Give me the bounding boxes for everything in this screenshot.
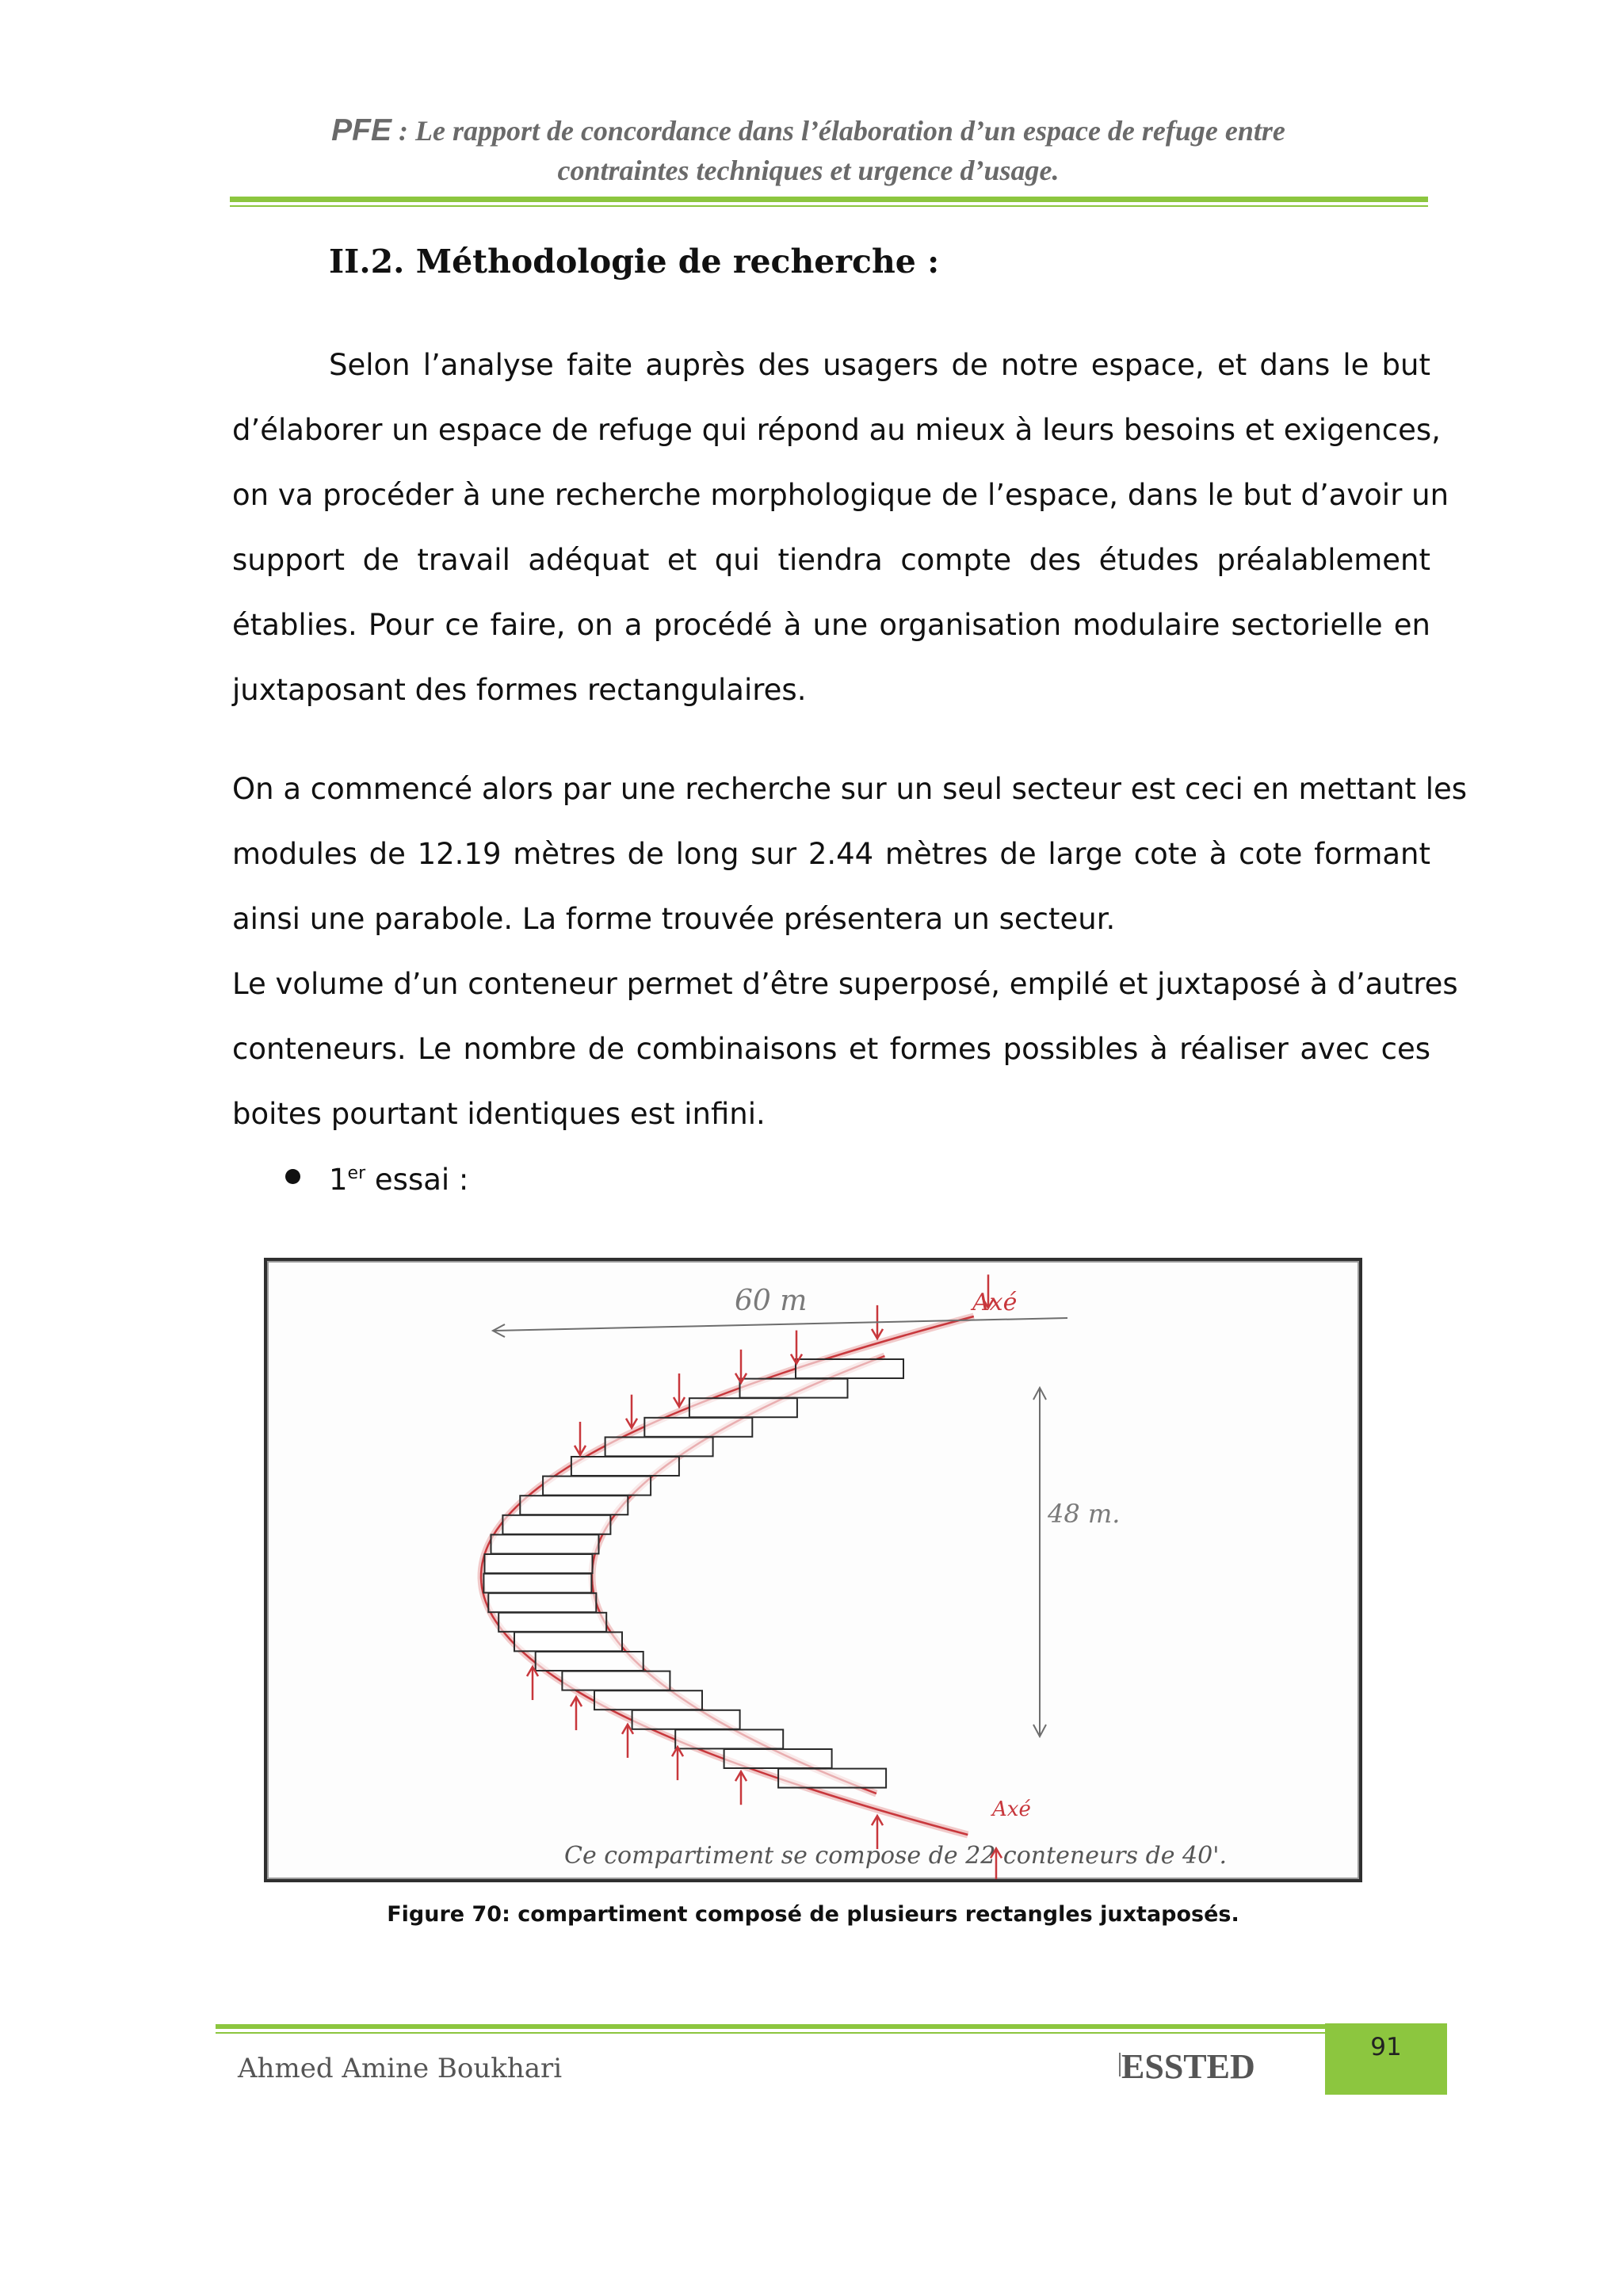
container-module — [498, 1613, 606, 1632]
container-module — [543, 1477, 651, 1496]
footer-rule-thick — [216, 2024, 1325, 2029]
bullet-dot — [285, 1169, 300, 1184]
container-module — [594, 1690, 702, 1710]
paragraph-line: support de travail adéquat et qui tiendra compte des études préalablement — [232, 543, 1430, 577]
container-module — [632, 1710, 740, 1729]
dimension-height-line — [1033, 1388, 1046, 1736]
page-number-box — [1325, 2023, 1447, 2095]
paragraph-line: conteneurs. Le nombre de combinaisons et formes possibles à réaliser avec ces — [232, 1032, 1430, 1066]
container-module — [796, 1359, 903, 1378]
container-module — [675, 1729, 783, 1748]
container-module — [491, 1534, 599, 1553]
figure-caption: Figure 70: compartiment composé de plusieurs rectangles juxtaposés. — [387, 1902, 1239, 1927]
container-module — [536, 1652, 643, 1671]
paragraph-line: Le volume d’un conteneur permet d’être superposé, empilé et juxtaposé à d’autres — [232, 967, 1458, 1001]
paragraph-line: d’élaborer un espace de refuge qui répond au mieux à leurs besoins et exigences, — [232, 413, 1441, 447]
container-module — [502, 1515, 610, 1534]
paragraph-line: juxtaposant des formes rectangulaires. — [232, 673, 807, 707]
sketch-drawing — [267, 1261, 1359, 1879]
footer-divider — [1119, 2053, 1121, 2076]
paragraph-line: ainsi une parabole. La forme trouvée présentera un secteur. — [232, 902, 1116, 936]
paragraph-line: On a commencé alors par une recherche sur un seul secteur est ceci en mettant les — [232, 772, 1468, 806]
container-module — [571, 1457, 679, 1476]
page-number: 91 — [1370, 2033, 1402, 2061]
container-module — [724, 1749, 832, 1768]
footer-institution: ESSTED — [1121, 2047, 1255, 2086]
bullet-item — [329, 1148, 468, 1213]
dimension-height-label: 48 m. — [1048, 1499, 1121, 1529]
dimension-width-line — [493, 1318, 1067, 1337]
paragraph-line: modules de 12.19 mètres de long sur 2.44 mètres de large cote à cote formant — [232, 837, 1430, 871]
footer-rule-thin — [216, 2032, 1325, 2034]
container-module — [605, 1437, 713, 1456]
bullet-number: 1 — [329, 1163, 348, 1197]
paragraph-line: boites pourtant identiques est infini. — [232, 1097, 766, 1131]
paragraph-line: établies. Pour ce faire, on a procédé à une organisation modulaire sectorielle en — [232, 608, 1430, 642]
container-module — [488, 1593, 596, 1612]
bullet-superscript: er — [347, 1163, 366, 1183]
container-module — [740, 1379, 848, 1398]
container-module — [562, 1671, 670, 1690]
container-module — [514, 1632, 622, 1651]
header-rule-thin — [230, 205, 1428, 207]
paragraph-line: on va procéder à une recherche morphologique de l’espace, dans le but d’avoir un — [232, 478, 1449, 512]
header-pfe-label: PFE — [331, 113, 391, 147]
axis-label-bottom: Axé — [992, 1797, 1031, 1821]
paragraph-1 — [232, 333, 1449, 723]
dimension-width-label: 60 m — [735, 1285, 808, 1317]
paragraph-line: Selon l’analyse faite auprès des usagers de notre espace, et dans le but — [329, 348, 1430, 382]
figure-sketch — [264, 1258, 1362, 1882]
axis-arrows — [527, 1274, 1002, 1879]
container-modules — [483, 1359, 903, 1788]
header-rule-thick — [230, 197, 1428, 202]
sketch-note: Ce compartiment se compose de 22 conteneurs de 40'. — [564, 1842, 1228, 1870]
paragraph-2 — [232, 757, 1468, 1147]
container-module — [778, 1769, 886, 1788]
container-module — [520, 1496, 628, 1515]
container-module — [689, 1398, 797, 1417]
footer-author: Ahmed Amine Boukhari — [238, 2053, 563, 2084]
header-title-line1 — [206, 111, 1411, 151]
header-title-text: : Le rapport de concordance dans l’élaboration d’un espace de refuge entre — [391, 115, 1285, 147]
axis-label-top: Axé — [972, 1289, 1018, 1316]
container-module — [485, 1554, 593, 1573]
section-title: II.2. Méthodologie de recherche : — [329, 243, 940, 281]
header-title-line2: contraintes techniques et urgence d’usage. — [557, 155, 1060, 186]
bullet-text: essai : — [365, 1163, 469, 1197]
container-module — [644, 1418, 752, 1437]
container-module — [483, 1574, 591, 1593]
